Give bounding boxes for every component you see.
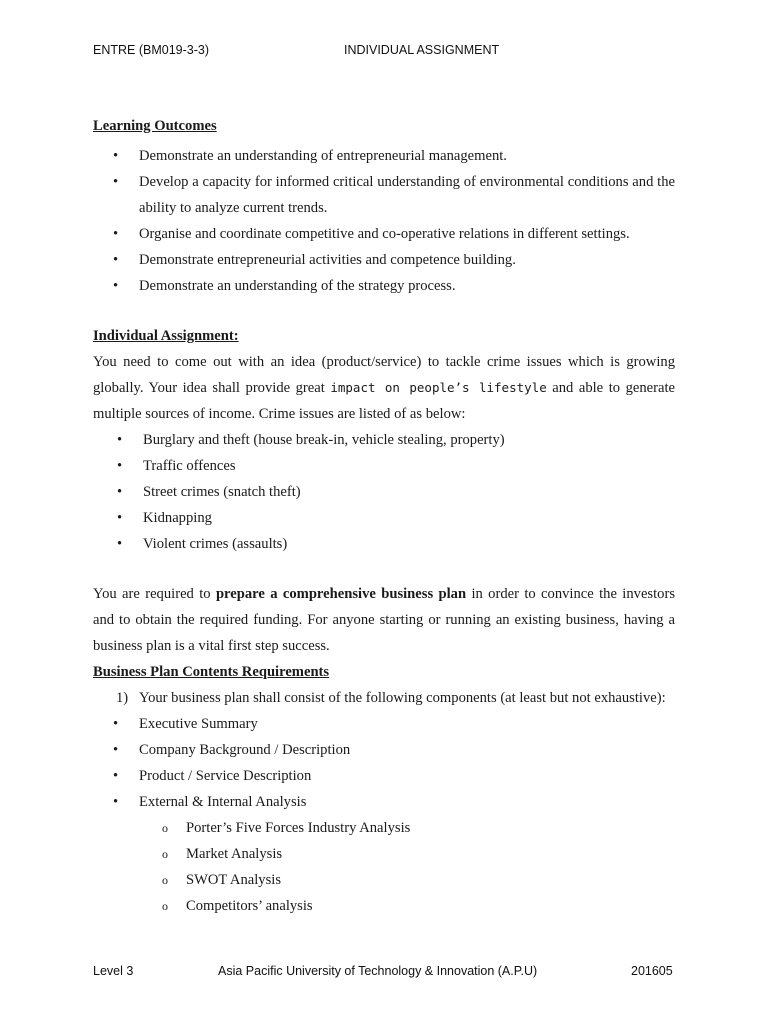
- learning-outcomes-heading: Learning Outcomes: [93, 118, 217, 134]
- footer-institution: Asia Pacific University of Technology & Innovation (A.P.U): [218, 964, 538, 978]
- analysis-sub-item: o Competitors’ analysis: [93, 893, 675, 919]
- intro-text-highlight: impact on people’s lifestyle: [330, 380, 547, 395]
- requirement-paragraph: [93, 581, 675, 659]
- crime-issue-item: • Traffic offences: [93, 453, 675, 479]
- component-item: • Executive Summary: [93, 711, 675, 737]
- footer-level: Level 3: [93, 964, 134, 978]
- req-text-bold: prepare a comprehensive business plan: [215, 586, 467, 602]
- business-plan-requirements-heading: Business Plan Contents Requirements: [93, 664, 330, 680]
- document-body: [93, 113, 675, 919]
- learning-outcome-item: • Demonstrate an understanding of the strategy process.: [93, 273, 675, 299]
- learning-outcome-item: • Demonstrate entrepreneurial activities and competence building.: [93, 247, 675, 273]
- numbered-item: [93, 685, 675, 711]
- component-item: • External & Internal Analysis: [93, 789, 675, 815]
- intro-text-part1: You need to come out with an idea (product/service) to tackle crime issues which is growing globally. Your idea shall provide great: [93, 354, 675, 396]
- analysis-sub-item: o Market Analysis: [93, 841, 675, 867]
- learning-outcome-item: • Organise and coordinate competitive and co-operative relations in different settings.: [93, 221, 675, 247]
- component-item: • Company Background / Description: [93, 737, 675, 763]
- analysis-sub-item: o SWOT Analysis: [93, 867, 675, 893]
- analysis-sub-item: o Porter’s Five Forces Industry Analysis: [93, 815, 675, 841]
- numbered-marker: 1): [116, 690, 129, 706]
- component-item: • Product / Service Description: [93, 763, 675, 789]
- req-text-part2: in order to convince the investors and to obtain the required funding. For anyone starting or running an existing business, having a business plan is a vital first step success.: [93, 586, 675, 654]
- header-title: INDIVIDUAL ASSIGNMENT: [344, 43, 500, 57]
- crime-issue-item: • Burglary and theft (house break-in, vehicle stealing, property): [93, 427, 675, 453]
- assignment-intro-paragraph: [93, 349, 675, 427]
- crime-issue-item: • Kidnapping: [93, 505, 675, 531]
- req-text-part1: You are required to: [93, 586, 216, 602]
- individual-assignment-heading: Individual Assignment:: [93, 328, 239, 344]
- crime-issue-item: • Street crimes (snatch theft): [93, 479, 675, 505]
- numbered-item-text: Your business plan shall consist of the following components (at least but not exhaustive):: [139, 690, 666, 706]
- crime-issue-item: • Violent crimes (assaults): [93, 531, 675, 557]
- footer-code: 201605: [631, 964, 673, 978]
- header-course-code: ENTRE (BM019-3-3): [93, 43, 209, 57]
- learning-outcome-item: • Demonstrate an understanding of entrepreneurial management.: [93, 143, 675, 169]
- learning-outcome-item: • Develop a capacity for informed critical understanding of environmental conditions and the ability to analyze current trends.: [93, 169, 675, 221]
- intro-text-part2: and able to generate multiple sources of income. Crime issues are listed of as below:: [93, 380, 675, 422]
